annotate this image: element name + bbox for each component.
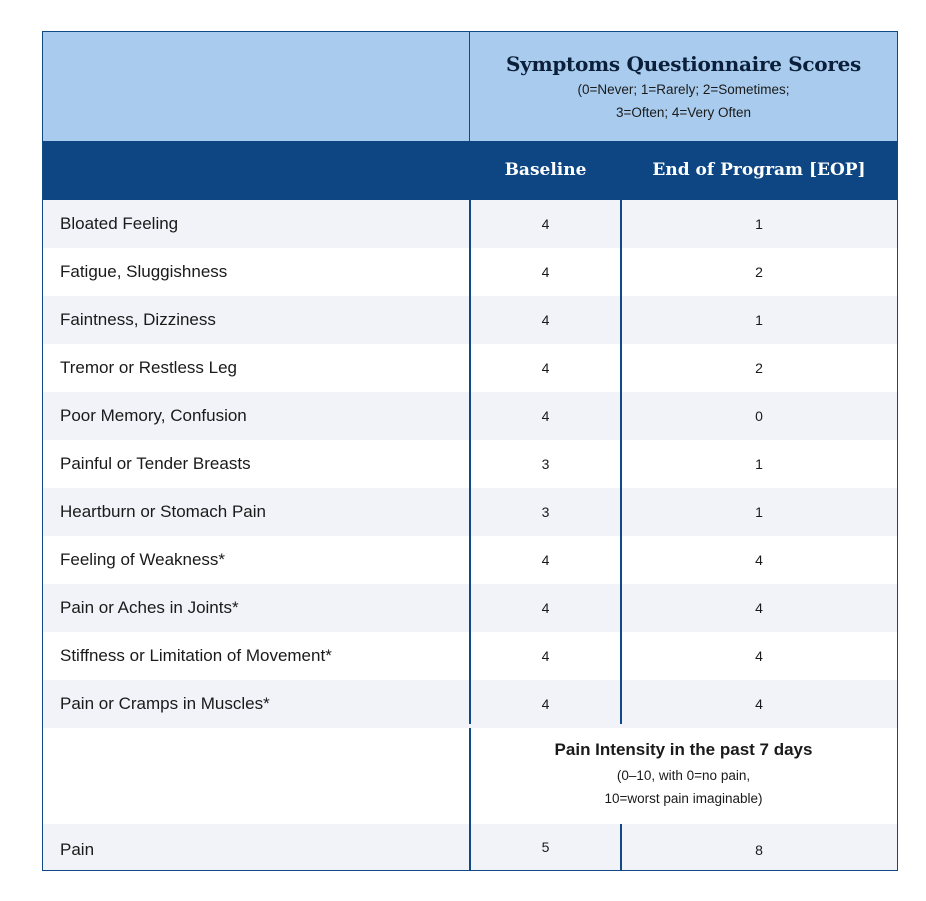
baseline-value: 4: [541, 696, 550, 712]
column-divider: [469, 728, 471, 824]
baseline-value: 3: [541, 456, 550, 472]
header-band: [43, 32, 897, 141]
eop-value: 8: [755, 842, 763, 858]
eop-value: 4: [755, 552, 763, 568]
eop-value: 1: [755, 456, 763, 472]
baseline-value: 4: [541, 216, 550, 232]
column-divider: [469, 200, 471, 724]
column-header-baseline: Baseline: [504, 160, 587, 180]
baseline-value: 4: [541, 408, 550, 424]
row-label: Fatigue, Sluggishness: [60, 262, 228, 281]
column-header-row: [43, 141, 897, 200]
eop-value: 2: [755, 360, 763, 376]
eop-value: 4: [755, 648, 763, 664]
row-label: Stiffness or Limitation of Movement*: [60, 646, 332, 665]
table-title: Symptoms Questionnaire Scores: [506, 52, 861, 76]
eop-value: 2: [755, 264, 763, 280]
eop-value: 1: [755, 504, 763, 520]
eop-value: 4: [755, 600, 763, 616]
row-label: Pain or Cramps in Muscles*: [60, 694, 270, 713]
row-label: Pain or Aches in Joints*: [60, 598, 239, 617]
baseline-value: 4: [541, 552, 550, 568]
baseline-value: 3: [541, 504, 550, 520]
pain-section-subtitle-line2: 10=worst pain imaginable): [604, 791, 763, 806]
column-header-blank: [43, 141, 470, 200]
row-label: Poor Memory, Confusion: [60, 406, 247, 425]
column-divider: [620, 824, 622, 870]
row-label: Tremor or Restless Leg: [60, 358, 237, 377]
baseline-value: 4: [541, 600, 550, 616]
column-divider: [620, 200, 622, 724]
eop-value: 1: [755, 312, 763, 328]
baseline-value: 5: [541, 839, 550, 855]
eop-value: 1: [755, 216, 763, 232]
column-divider: [469, 824, 471, 870]
eop-value: 0: [755, 408, 763, 424]
pain-section-subtitle-line1: (0–10, with 0=no pain,: [616, 768, 751, 783]
table-subtitle-line2: 3=Often; 4=Very Often: [615, 105, 752, 120]
symptoms-table: [42, 31, 898, 871]
header-title-cell: [470, 32, 897, 141]
row-label: Bloated Feeling: [60, 214, 179, 233]
baseline-value: 4: [541, 312, 550, 328]
baseline-value: 4: [541, 648, 550, 664]
row-label: Feeling of Weakness*: [60, 550, 226, 569]
table-subtitle-line1: (0=Never; 1=Rarely; 2=Sometimes;: [577, 82, 790, 97]
baseline-value: 4: [541, 360, 550, 376]
row-label: Faintness, Dizziness: [60, 310, 216, 329]
row-label: Painful or Tender Breasts: [60, 454, 251, 473]
pain-section-title: Pain Intensity in the past 7 days: [554, 740, 813, 759]
column-header-eop: End of Program [EOP]: [652, 160, 866, 180]
header-blank-cell: [43, 32, 470, 141]
row-label: Pain: [60, 840, 95, 859]
eop-value: 4: [755, 696, 763, 712]
row-label: Heartburn or Stomach Pain: [60, 502, 266, 521]
baseline-value: 4: [541, 264, 550, 280]
